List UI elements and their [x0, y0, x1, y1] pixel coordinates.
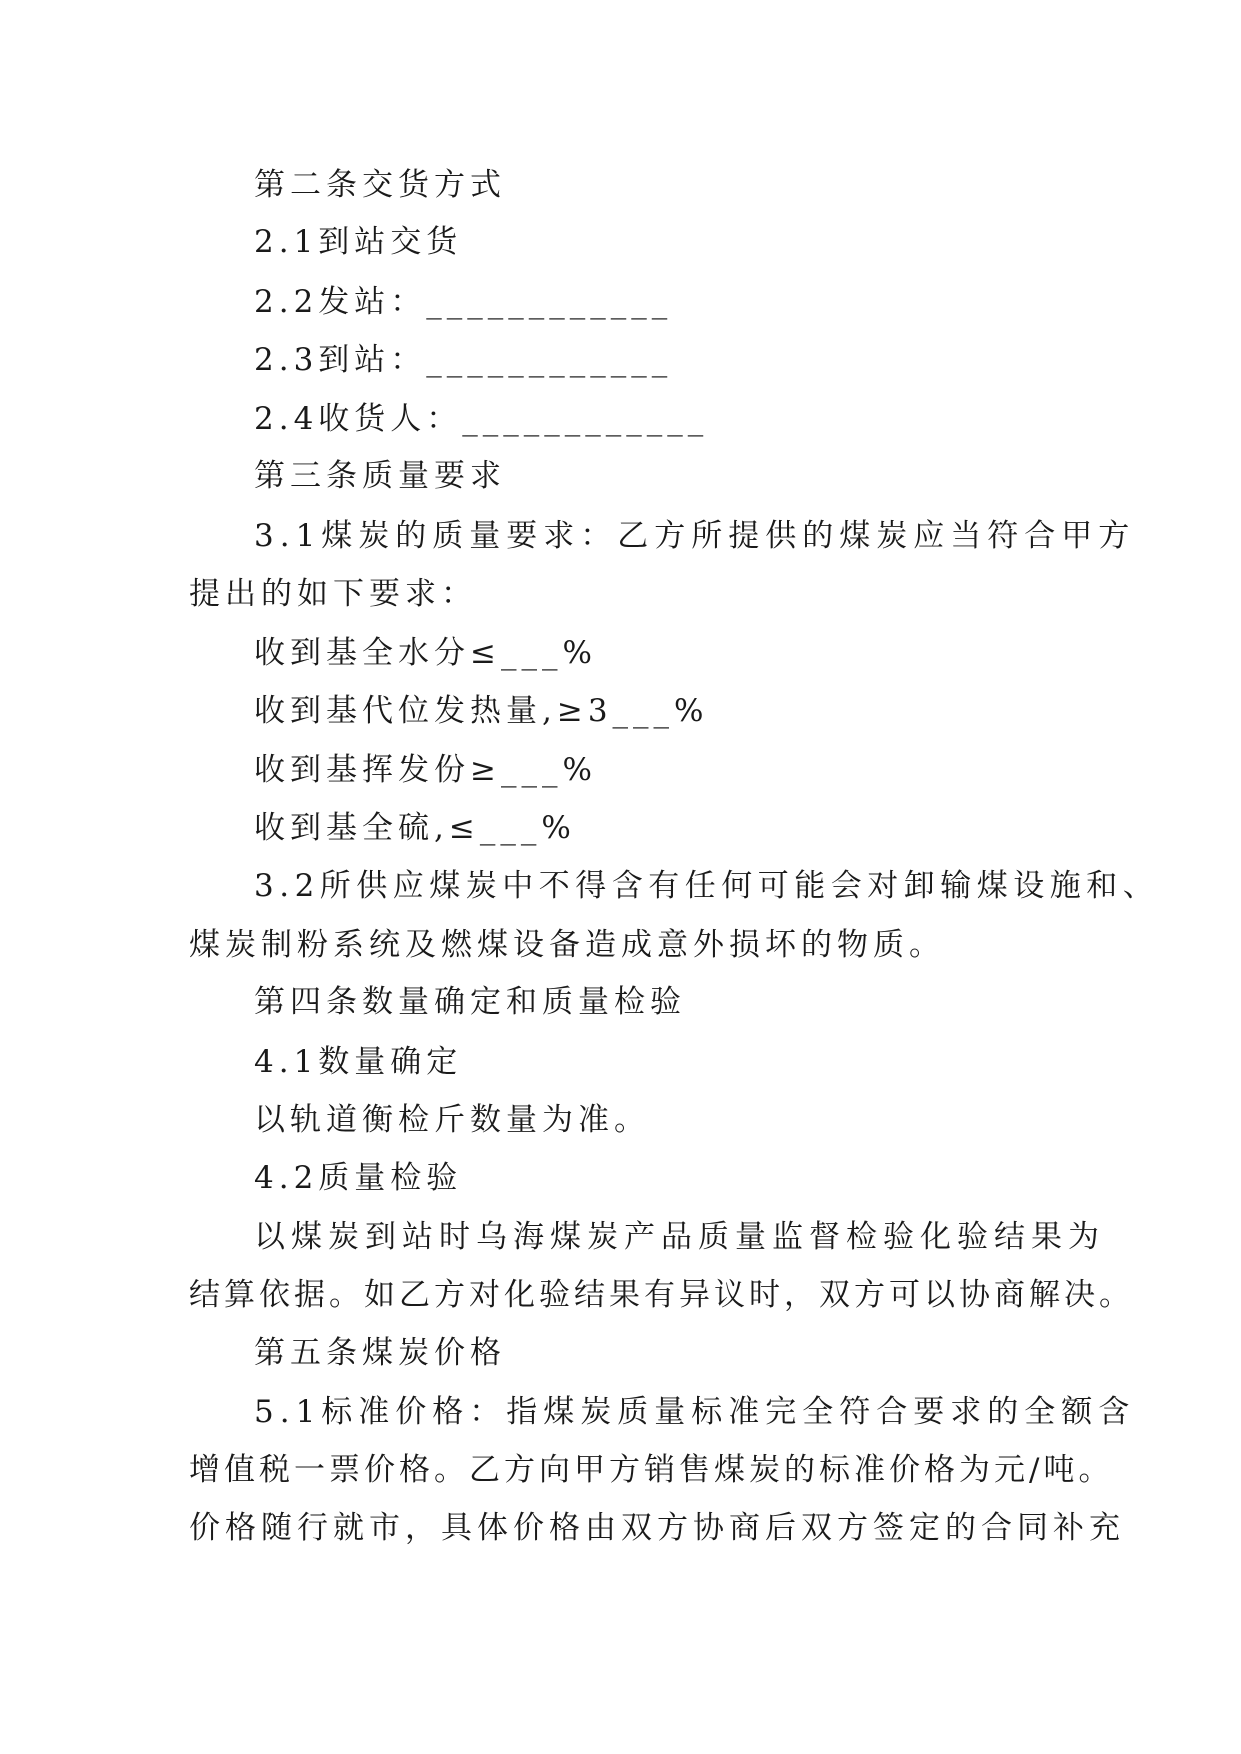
section-heading-4: 第四条数量确定和质量检验 — [254, 984, 686, 1020]
section-heading-3: 第三条质量要求 — [254, 458, 506, 494]
clause-2-1: 2.1到站交货 — [254, 224, 463, 260]
requirement-moisture: 收到基全水分≤___% — [254, 635, 597, 671]
requirement-volatile: 收到基挥发份≥___% — [254, 752, 597, 788]
clause-2-4-consignee: 2.4收货人：____________ — [254, 401, 709, 437]
clause-5-1-continued: 增值税一票价格。乙方向甲方销售煤炭的标准价格为元/吨。 — [189, 1452, 1114, 1488]
clause-4-1: 4.1数量确定 — [254, 1044, 463, 1080]
clause-3-2: 3.2所供应煤炭中不得含有任何可能会对卸输煤设施和、 — [254, 868, 1160, 904]
clause-2-3-arrival-station: 2.3到站：____________ — [254, 342, 673, 378]
clause-3-1: 3.1煤炭的质量要求：乙方所提供的煤炭应当符合甲方 — [254, 518, 1136, 554]
clause-4-2-body-continued: 结算依据。如乙方对化验结果有异议时，双方可以协商解决。 — [189, 1277, 1134, 1313]
clause-5-1-continued-2: 价格随行就市，具体价格由双方协商后双方签定的合同补充 — [189, 1510, 1125, 1546]
clause-2-2-departure-station: 2.2发站：____________ — [254, 284, 673, 320]
requirement-sulfur: 收到基全硫,≤___% — [254, 810, 576, 846]
section-heading-2: 第二条交货方式 — [254, 167, 506, 203]
requirement-calorific-value: 收到基代位发热量,≥3___% — [254, 693, 709, 729]
clause-4-1-body: 以轨道衡检斤数量为准。 — [254, 1102, 650, 1138]
clause-5-1: 5.1标准价格：指煤炭质量标准完全符合要求的全额含 — [254, 1394, 1136, 1430]
section-heading-5: 第五条煤炭价格 — [254, 1335, 506, 1371]
clause-3-2-continued: 煤炭制粉系统及燃煤设备造成意外损坏的物质。 — [189, 927, 945, 963]
clause-4-2: 4.2质量检验 — [254, 1160, 463, 1196]
clause-3-1-continued: 提出的如下要求： — [189, 576, 477, 612]
clause-4-2-body: 以煤炭到站时乌海煤炭产品质量监督检验化验结果为 — [254, 1219, 1105, 1255]
